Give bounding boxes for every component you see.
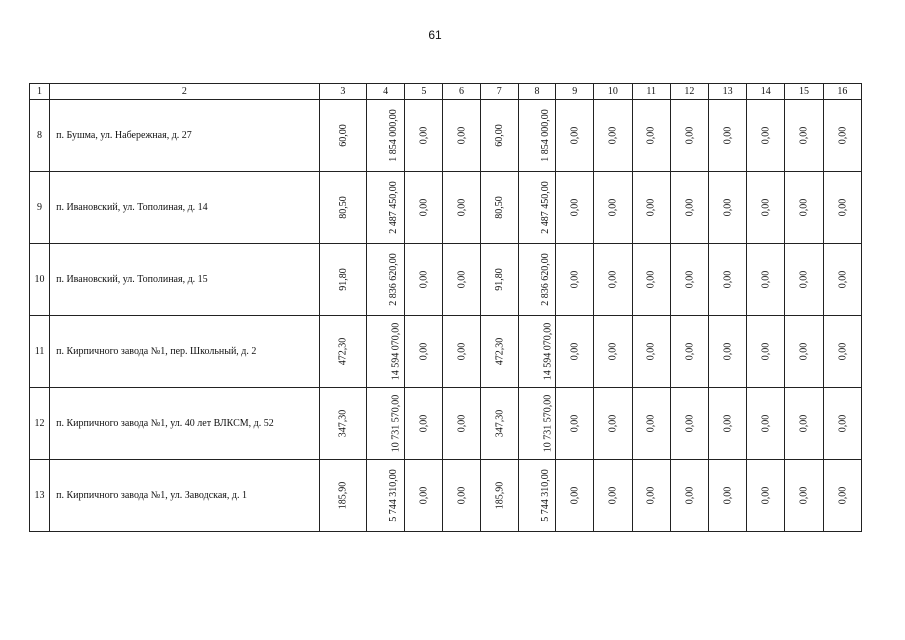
table-cell xyxy=(518,100,555,172)
cell-value: 0,00 xyxy=(760,270,772,289)
table-cell xyxy=(747,388,785,460)
table-cell xyxy=(367,172,405,244)
cell-value: 185,90 xyxy=(493,481,505,510)
table-row xyxy=(30,172,862,244)
table-cell xyxy=(405,172,443,244)
cell-value: 0,00 xyxy=(760,414,772,433)
cell-value: 80,50 xyxy=(493,196,505,219)
table-cell xyxy=(405,460,443,532)
table-cell xyxy=(708,100,746,172)
table-cell xyxy=(785,388,823,460)
cell-value: 9 xyxy=(37,202,43,213)
cell-value: 0,00 xyxy=(722,414,734,433)
table-cell xyxy=(30,388,50,460)
table-cell xyxy=(443,100,480,172)
cell-value: 0,00 xyxy=(645,270,657,289)
table-cell xyxy=(556,100,594,172)
table-cell xyxy=(632,316,670,388)
column-header: 2 xyxy=(50,84,320,100)
cell-value: 0,00 xyxy=(607,198,619,217)
table-cell xyxy=(670,172,708,244)
table-cell xyxy=(518,460,555,532)
table-cell xyxy=(632,388,670,460)
cell-value: 10 xyxy=(34,274,45,285)
table-cell xyxy=(823,388,861,460)
table-cell xyxy=(405,100,443,172)
column-header: 1 xyxy=(30,84,50,100)
table-cell xyxy=(518,316,555,388)
table-cell xyxy=(670,244,708,316)
cell-value: 0,00 xyxy=(722,198,734,217)
table-cell xyxy=(670,316,708,388)
table-cell xyxy=(480,172,518,244)
cell-value: 12 xyxy=(34,418,45,429)
cell-value: 0,00 xyxy=(456,342,468,361)
table-cell xyxy=(30,460,50,532)
column-header: 16 xyxy=(823,84,861,100)
cell-value: 2 836 620,00 xyxy=(387,253,399,306)
column-header: 10 xyxy=(594,84,632,100)
cell-value: 0,00 xyxy=(836,126,848,145)
cell-value: 14 594 070,00 xyxy=(542,322,554,381)
cell-value: 347,30 xyxy=(337,409,349,438)
cell-value: 0,00 xyxy=(418,414,430,433)
cell-value: 13 xyxy=(34,490,45,501)
table-cell xyxy=(594,316,632,388)
table-cell xyxy=(747,460,785,532)
table-cell xyxy=(670,100,708,172)
table-cell xyxy=(785,172,823,244)
table-cell xyxy=(443,244,480,316)
cell-value: 0,00 xyxy=(456,198,468,217)
cell-value: 0,00 xyxy=(836,198,848,217)
table-cell xyxy=(50,388,320,460)
table-row xyxy=(30,100,862,172)
table-cell xyxy=(405,388,443,460)
cell-value: 0,00 xyxy=(456,270,468,289)
cell-value: п. Кирпичного завода №1, ул. Заводская, д. 1 xyxy=(56,490,247,501)
table-row xyxy=(30,316,862,388)
table-cell xyxy=(480,244,518,316)
column-header: 11 xyxy=(632,84,670,100)
table-cell xyxy=(708,316,746,388)
cell-value: 0,00 xyxy=(836,270,848,289)
table-cell xyxy=(50,172,320,244)
table-cell xyxy=(708,460,746,532)
table-row xyxy=(30,388,862,460)
cell-value: 0,00 xyxy=(569,414,581,433)
cell-value: 0,00 xyxy=(798,414,810,433)
cell-value: 0,00 xyxy=(418,270,430,289)
table-cell xyxy=(518,244,555,316)
table-cell xyxy=(594,388,632,460)
cell-value: 0,00 xyxy=(569,126,581,145)
cell-value: 0,00 xyxy=(683,414,695,433)
table-cell xyxy=(823,460,861,532)
table-cell xyxy=(319,172,366,244)
cell-value: 0,00 xyxy=(418,342,430,361)
table-cell xyxy=(594,100,632,172)
table-cell xyxy=(30,172,50,244)
cell-value: 0,00 xyxy=(760,126,772,145)
cell-value: 0,00 xyxy=(456,414,468,433)
column-header: 8 xyxy=(518,84,555,100)
table-cell xyxy=(367,244,405,316)
cell-value: 10 731 570,00 xyxy=(390,394,402,453)
table-cell xyxy=(443,316,480,388)
table-cell xyxy=(708,172,746,244)
cell-value: 0,00 xyxy=(683,198,695,217)
table-cell xyxy=(556,244,594,316)
cell-value: п. Кирпичного завода №1, ул. 40 лет ВЛКСМ, д. 52 xyxy=(56,418,274,429)
cell-value: 2 487 450,00 xyxy=(387,181,399,234)
table-cell xyxy=(319,244,366,316)
table-cell xyxy=(443,460,480,532)
table-cell xyxy=(556,172,594,244)
table-cell xyxy=(785,100,823,172)
column-header: 15 xyxy=(785,84,823,100)
table-row xyxy=(30,460,862,532)
table-cell xyxy=(480,388,518,460)
cell-value: 0,00 xyxy=(569,342,581,361)
cell-value: 0,00 xyxy=(760,198,772,217)
cell-value: 91,80 xyxy=(337,268,349,291)
cell-value: 0,00 xyxy=(645,198,657,217)
cell-value: 0,00 xyxy=(418,198,430,217)
table-cell xyxy=(480,316,518,388)
cell-value: 0,00 xyxy=(760,342,772,361)
cell-value: 0,00 xyxy=(569,270,581,289)
cell-value: 60,00 xyxy=(493,124,505,147)
table-cell xyxy=(319,388,366,460)
cell-value: 0,00 xyxy=(760,486,772,505)
cell-value: 8 xyxy=(37,130,43,141)
cell-value: 0,00 xyxy=(418,486,430,505)
cell-value: 0,00 xyxy=(607,342,619,361)
table-cell xyxy=(747,100,785,172)
cell-value: 0,00 xyxy=(722,486,734,505)
cell-value: 347,30 xyxy=(493,409,505,438)
table-cell xyxy=(670,388,708,460)
table-cell xyxy=(556,388,594,460)
cell-value: 0,00 xyxy=(722,270,734,289)
table-cell xyxy=(670,460,708,532)
cell-value: 0,00 xyxy=(683,486,695,505)
cell-value: 0,00 xyxy=(607,414,619,433)
table-cell xyxy=(823,316,861,388)
cell-value: 0,00 xyxy=(836,486,848,505)
cell-value: 2 836 620,00 xyxy=(539,253,551,306)
table-cell xyxy=(50,244,320,316)
table-cell xyxy=(367,316,405,388)
table-cell xyxy=(632,172,670,244)
table-cell xyxy=(443,172,480,244)
table-cell xyxy=(823,244,861,316)
table-cell xyxy=(785,316,823,388)
cell-value: 0,00 xyxy=(645,486,657,505)
column-header: 13 xyxy=(708,84,746,100)
table-cell xyxy=(594,244,632,316)
cell-value: 0,00 xyxy=(798,270,810,289)
table-cell xyxy=(367,388,405,460)
column-header: 3 xyxy=(319,84,366,100)
table-cell xyxy=(823,172,861,244)
cell-value: 0,00 xyxy=(418,126,430,145)
table-cell xyxy=(50,316,320,388)
cell-value: п. Бушма, ул. Набережная, д. 27 xyxy=(56,130,192,141)
table-cell xyxy=(518,172,555,244)
table-cell xyxy=(367,100,405,172)
cell-value: 0,00 xyxy=(569,198,581,217)
table-cell xyxy=(50,460,320,532)
table-cell xyxy=(405,244,443,316)
cell-value: 5 744 310,00 xyxy=(387,469,399,522)
table-cell xyxy=(30,316,50,388)
table-cell xyxy=(319,316,366,388)
cell-value: 0,00 xyxy=(722,342,734,361)
column-header: 12 xyxy=(670,84,708,100)
cell-value: 185,90 xyxy=(337,481,349,510)
cell-value: п. Кирпичного завода №1, пер. Школьный, д. 2 xyxy=(56,346,257,357)
table-cell xyxy=(747,316,785,388)
cell-value: п. Ивановский, ул. Тополиная, д. 14 xyxy=(56,202,208,213)
table-cell xyxy=(708,388,746,460)
cell-value: 0,00 xyxy=(798,198,810,217)
table-row xyxy=(30,244,862,316)
table-cell xyxy=(30,244,50,316)
table-cell xyxy=(785,460,823,532)
cell-value: 14 594 070,00 xyxy=(390,322,402,381)
cell-value: 0,00 xyxy=(645,414,657,433)
column-header: 9 xyxy=(556,84,594,100)
cell-value: 0,00 xyxy=(607,126,619,145)
cell-value: 1 854 000,00 xyxy=(387,109,399,162)
cell-value: п. Ивановский, ул. Тополиная, д. 15 xyxy=(56,274,208,285)
cell-value: 0,00 xyxy=(836,414,848,433)
table-cell xyxy=(556,316,594,388)
table-cell xyxy=(556,460,594,532)
cell-value: 0,00 xyxy=(836,342,848,361)
cell-value: 2 487 450,00 xyxy=(539,181,551,234)
cell-value: 472,30 xyxy=(337,337,349,366)
cell-value: 11 xyxy=(34,346,45,357)
table-cell xyxy=(405,316,443,388)
cell-value: 472,30 xyxy=(493,337,505,366)
table-cell xyxy=(632,244,670,316)
cell-value: 10 731 570,00 xyxy=(542,394,554,453)
cell-value: 60,00 xyxy=(337,124,349,147)
table-cell xyxy=(594,460,632,532)
table-cell xyxy=(319,100,366,172)
header-row xyxy=(30,84,862,100)
column-header: 7 xyxy=(480,84,518,100)
table-cell xyxy=(747,244,785,316)
table-cell xyxy=(443,388,480,460)
cell-value: 0,00 xyxy=(798,342,810,361)
table-cell xyxy=(367,460,405,532)
cell-value: 91,80 xyxy=(493,268,505,291)
table-cell xyxy=(319,460,366,532)
cell-value: 0,00 xyxy=(645,126,657,145)
table-cell xyxy=(30,100,50,172)
cell-value: 0,00 xyxy=(645,342,657,361)
table-cell xyxy=(785,244,823,316)
page-number: 61 xyxy=(428,28,442,42)
table-cell xyxy=(632,460,670,532)
column-header: 4 xyxy=(367,84,405,100)
cell-value: 0,00 xyxy=(798,486,810,505)
table-cell xyxy=(747,172,785,244)
cell-value: 0,00 xyxy=(683,270,695,289)
cell-value: 0,00 xyxy=(607,486,619,505)
table-cell xyxy=(518,388,555,460)
cell-value: 1 854 000,00 xyxy=(539,109,551,162)
table-cell xyxy=(50,100,320,172)
cell-value: 0,00 xyxy=(722,126,734,145)
table-cell xyxy=(480,460,518,532)
cell-value: 0,00 xyxy=(683,126,695,145)
cell-value: 5 744 310,00 xyxy=(539,469,551,522)
cell-value: 0,00 xyxy=(798,126,810,145)
column-header: 5 xyxy=(405,84,443,100)
cell-value: 80,50 xyxy=(337,196,349,219)
table-cell xyxy=(594,172,632,244)
table-cell xyxy=(823,100,861,172)
cell-value: 0,00 xyxy=(456,126,468,145)
column-header: 6 xyxy=(443,84,480,100)
cell-value: 0,00 xyxy=(456,486,468,505)
column-header: 14 xyxy=(747,84,785,100)
table-cell xyxy=(632,100,670,172)
table-cell xyxy=(480,100,518,172)
cell-value: 0,00 xyxy=(569,486,581,505)
table-cell xyxy=(708,244,746,316)
cell-value: 0,00 xyxy=(683,342,695,361)
cell-value: 0,00 xyxy=(607,270,619,289)
data-table xyxy=(29,83,862,532)
